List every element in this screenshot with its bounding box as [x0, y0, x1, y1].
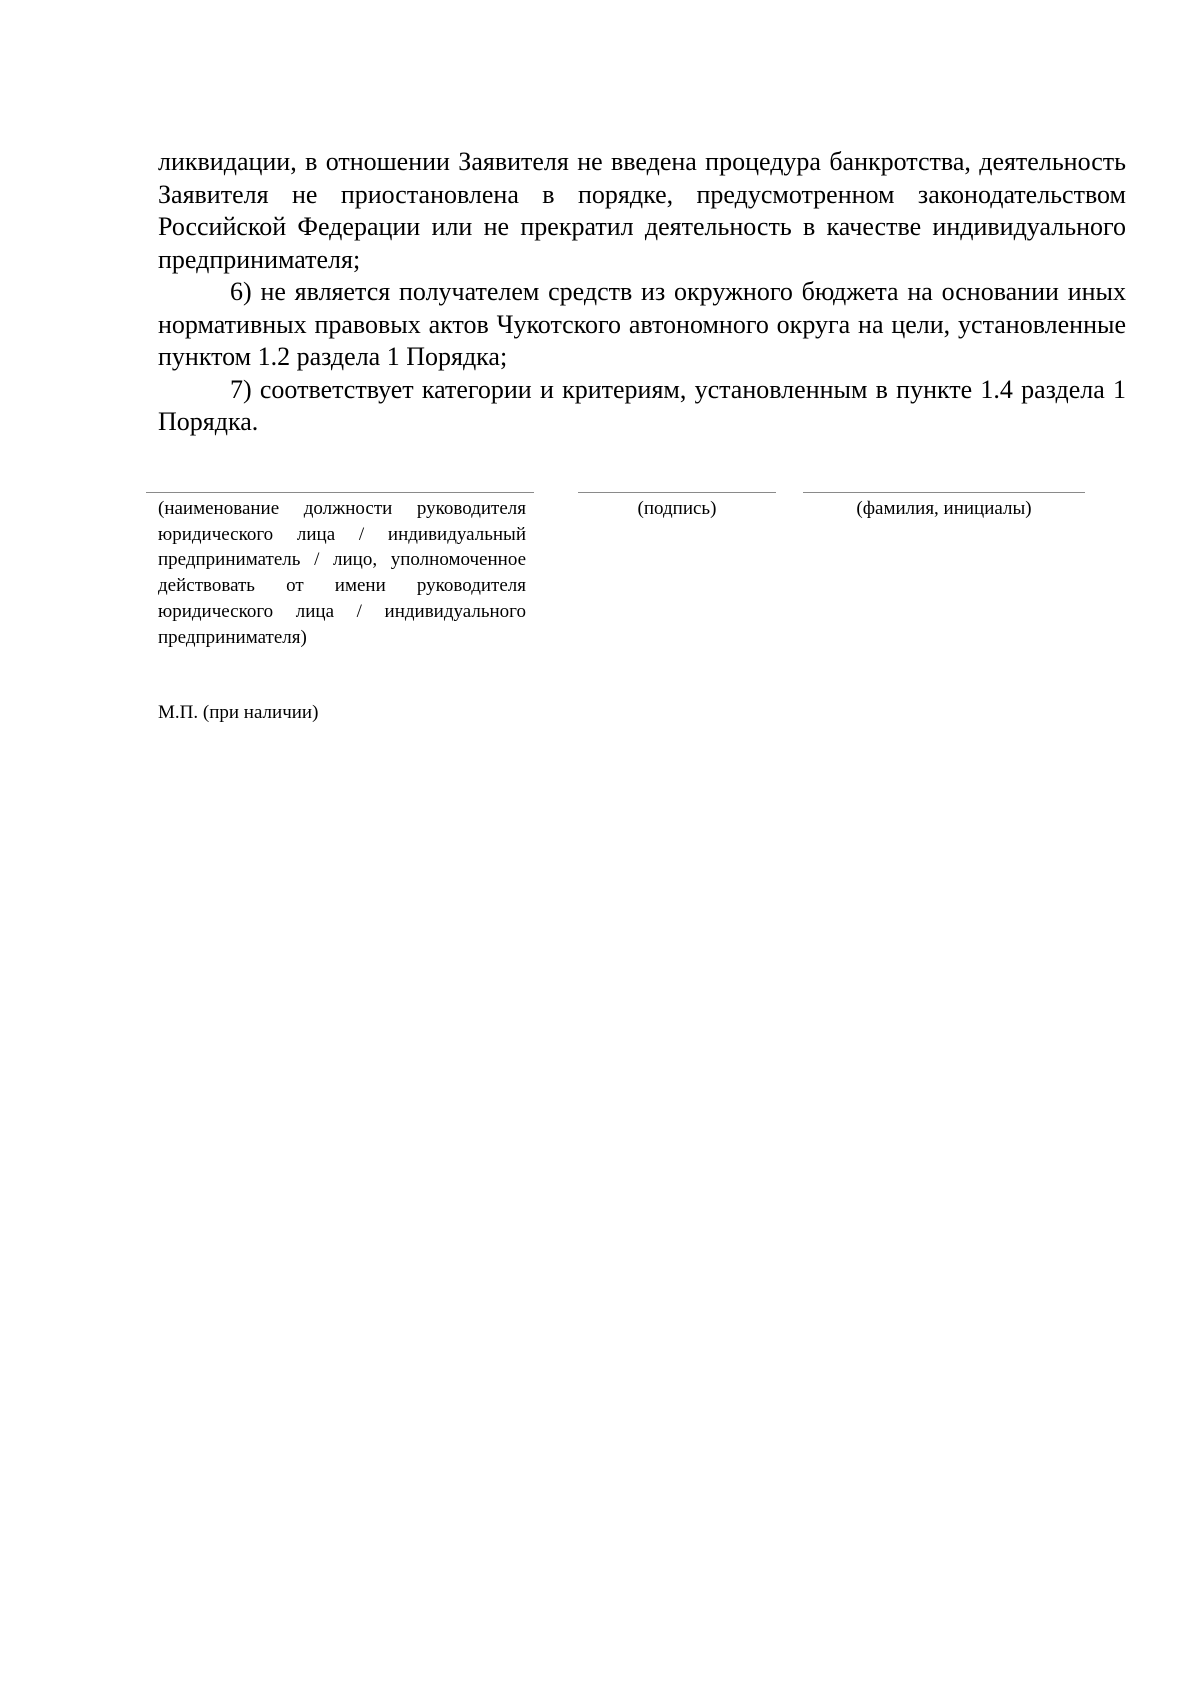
paragraph-item-6: 6) не является получателем средств из окружного бюджета на основании иных нормативных правовых актов Чукотского автономного округа на цели, установленные пунктом 1.2 раздела 1 Порядка;	[158, 277, 1126, 371]
paragraph-liquidation: ликвидации, в отношении Заявителя не введена процедура банкротства, деятельность Заявителя не приостановлена в порядке, предусмотренном законодательством Российской Федерации или не прекратил деятельность в качестве индивидуального предпринимателя;	[158, 147, 1126, 274]
name-caption: (фамилия, инициалы)	[856, 498, 1032, 519]
body-text	[158, 146, 1126, 439]
signature-caption: (подпись)	[637, 498, 717, 519]
position-line	[146, 492, 534, 493]
stamp-note: М.П. (при наличии)	[158, 702, 319, 723]
signature-line	[578, 492, 776, 493]
paragraph-item-7: 7) соответствует категории и критериям, установленным в пункте 1.4 раздела 1 Порядка.	[158, 374, 1126, 436]
position-caption: (наименование должности руководителя юридического лица / индивидуальный предприниматель / лицо, уполномоченное действовать от имени руководителя юридического лица / индивидуального предпринимателя)	[158, 498, 526, 648]
name-line	[803, 492, 1085, 493]
